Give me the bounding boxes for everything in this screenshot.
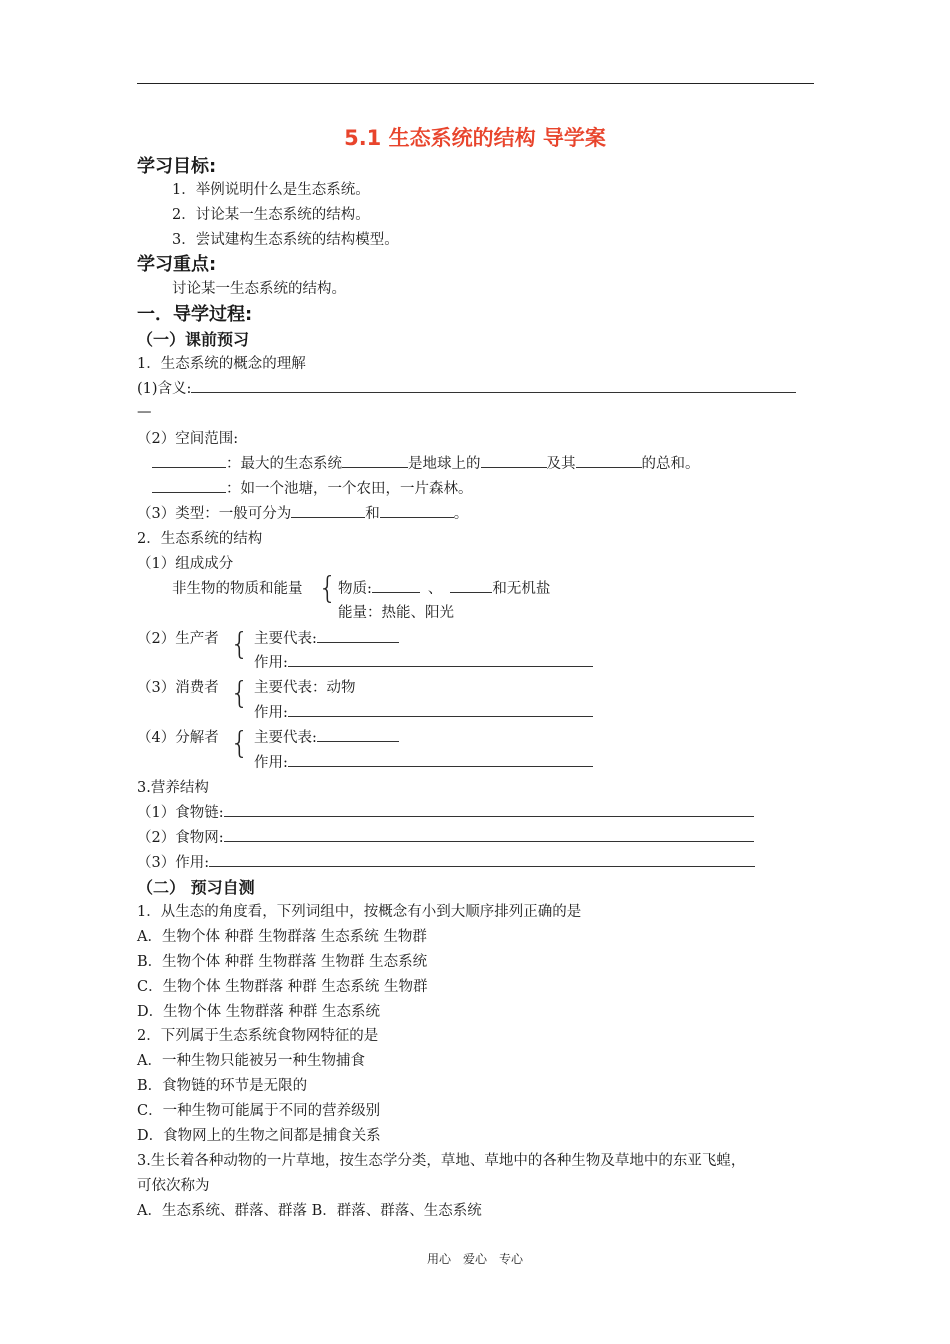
producer-func-row	[254, 651, 593, 672]
decomposer-func-row	[254, 751, 593, 772]
objective-item: 1．举例说明什么是生态系统。	[172, 182, 370, 198]
answer-option[interactable]: D．生物个体 生物群落 种群 生态系统	[137, 1004, 380, 1020]
matter-row	[338, 577, 550, 598]
preview-heading: （一）课前预习	[137, 330, 250, 349]
scope-text: 及其	[546, 456, 576, 472]
abiotic-label: 非生物的物质和能量	[172, 581, 303, 597]
scope-text: 是地球上的	[408, 456, 481, 472]
func-label: 作用:	[254, 755, 288, 771]
answer-option[interactable]: A．生态系统、群落、群落 B．群落、群落、生态系统	[137, 1203, 482, 1219]
consumer-rep-text: 主要代表：动物	[254, 680, 356, 696]
func-label: 作用:	[254, 655, 288, 671]
type-text: 和	[365, 506, 380, 522]
self-test-heading: （二） 预习自测	[137, 878, 255, 897]
decomposer-func-blank[interactable]	[288, 752, 593, 768]
trophic-structure-label: 3.营养结构	[137, 780, 209, 796]
objective-item: 2．讨论某一生态系统的结构。	[172, 207, 370, 223]
consumer-label: （3）消费者	[137, 680, 219, 696]
consumer-func-row	[254, 701, 593, 722]
process-heading: 一．导学过程:	[137, 304, 253, 325]
preview-q1: 1．生态系统的概念的理解	[137, 356, 306, 372]
key-points-heading: 学习重点:	[137, 254, 217, 275]
answer-option[interactable]: D．食物网上的生物之间都是捕食关系	[137, 1128, 381, 1144]
matter-blank-1[interactable]	[372, 578, 420, 594]
brace-icon: {	[318, 571, 338, 606]
test-question: 1．从生态的角度看，下列词组中，按概念有小到大顺序排列正确的是	[137, 904, 582, 920]
type-text: （3）类型：一般可分为	[137, 506, 292, 522]
food-web-label: （2）食物网:	[137, 830, 224, 846]
biosphere-blank[interactable]	[152, 453, 226, 469]
preview-q2: 2．生态系统的结构	[137, 531, 263, 547]
test-question-cont: 可依次称为	[137, 1178, 210, 1194]
small-system-blank[interactable]	[152, 478, 226, 494]
scope-biosphere-row	[152, 452, 700, 473]
definition-row	[137, 377, 796, 398]
function-row	[137, 851, 755, 872]
brace-icon: {	[230, 676, 250, 711]
type-text: 。	[453, 506, 469, 522]
answer-option[interactable]: A．生物个体 种群 生物群落 生态系统 生物群	[137, 929, 427, 945]
decomposer-rep-blank[interactable]	[317, 727, 399, 743]
decomposer-rep-row	[254, 726, 399, 747]
earth-blank[interactable]	[481, 453, 547, 469]
food-chain-blank[interactable]	[224, 802, 754, 818]
brace-icon: {	[230, 627, 250, 662]
function-label: （3）作用:	[137, 855, 210, 871]
rep-label: 主要代表:	[254, 730, 317, 746]
energy-text: 能量：热能、阳光	[338, 605, 454, 621]
objective-item: 3．尝试建构生态系统的结构模型。	[172, 232, 399, 248]
func-label: 作用:	[254, 705, 288, 721]
brace-icon: {	[230, 726, 250, 761]
decomposer-label: （4）分解者	[137, 730, 219, 746]
scope-text: 的总和。	[641, 456, 700, 472]
largest-system-blank[interactable]	[342, 453, 408, 469]
definition-blank[interactable]	[191, 378, 796, 394]
scope-text: ：如一个池塘，一个农田，一片森林。	[226, 481, 473, 497]
total-blank[interactable]	[576, 453, 642, 469]
food-web-row	[137, 826, 754, 847]
producer-func-blank[interactable]	[288, 652, 593, 668]
definition-label: (1)含义:	[137, 381, 192, 397]
type-blank-2[interactable]	[380, 503, 454, 519]
producer-rep-blank[interactable]	[317, 628, 399, 644]
answer-option[interactable]: C．生物个体 生物群落 种群 生态系统 生物群	[137, 979, 428, 995]
definition-continuation: —	[137, 404, 152, 420]
scope-small-row	[152, 477, 473, 498]
producer-label: （2）生产者	[137, 631, 219, 647]
answer-option[interactable]: A．一种生物只能被另一种生物捕食	[137, 1053, 365, 1069]
food-web-blank[interactable]	[224, 827, 754, 843]
matter-blank-2[interactable]	[450, 578, 492, 594]
header-rule	[137, 83, 814, 84]
key-points-text: 讨论某一生态系统的结构。	[172, 281, 346, 297]
type-row	[137, 502, 468, 523]
scope-text: ：最大的生态系统	[226, 456, 342, 472]
objectives-heading: 学习目标:	[137, 156, 217, 177]
test-question: 2．下列属于生态系统食物网特征的是	[137, 1028, 379, 1044]
page-footer: 用心 爱心 专心	[426, 1252, 523, 1266]
answer-option[interactable]: C．一种生物可能属于不同的营养级别	[137, 1103, 381, 1119]
type-blank-1[interactable]	[291, 503, 365, 519]
matter-text: 、	[427, 581, 443, 597]
food-chain-label: （1）食物链:	[137, 805, 224, 821]
matter-text: 和无机盐	[492, 581, 551, 597]
function-blank[interactable]	[209, 852, 755, 868]
rep-label: 主要代表:	[254, 631, 317, 647]
consumer-func-blank[interactable]	[288, 702, 593, 718]
components-label: （1）组成成分	[137, 556, 234, 572]
page-title: 5.1 生态系统的结构 导学案	[344, 126, 606, 150]
answer-option[interactable]: B．食物链的环节是无限的	[137, 1078, 308, 1094]
food-chain-row	[137, 801, 754, 822]
matter-text: 物质:	[338, 581, 372, 597]
test-question: 3.生长着各种动物的一片草地，按生态学分类，草地、草地中的各种生物及草地中的东亚飞蝗，	[137, 1153, 746, 1169]
scope-label: （2）空间范围:	[137, 431, 239, 447]
answer-option[interactable]: B．生物个体 种群 生物群落 生物群 生态系统	[137, 954, 428, 970]
producer-rep-row	[254, 627, 399, 648]
